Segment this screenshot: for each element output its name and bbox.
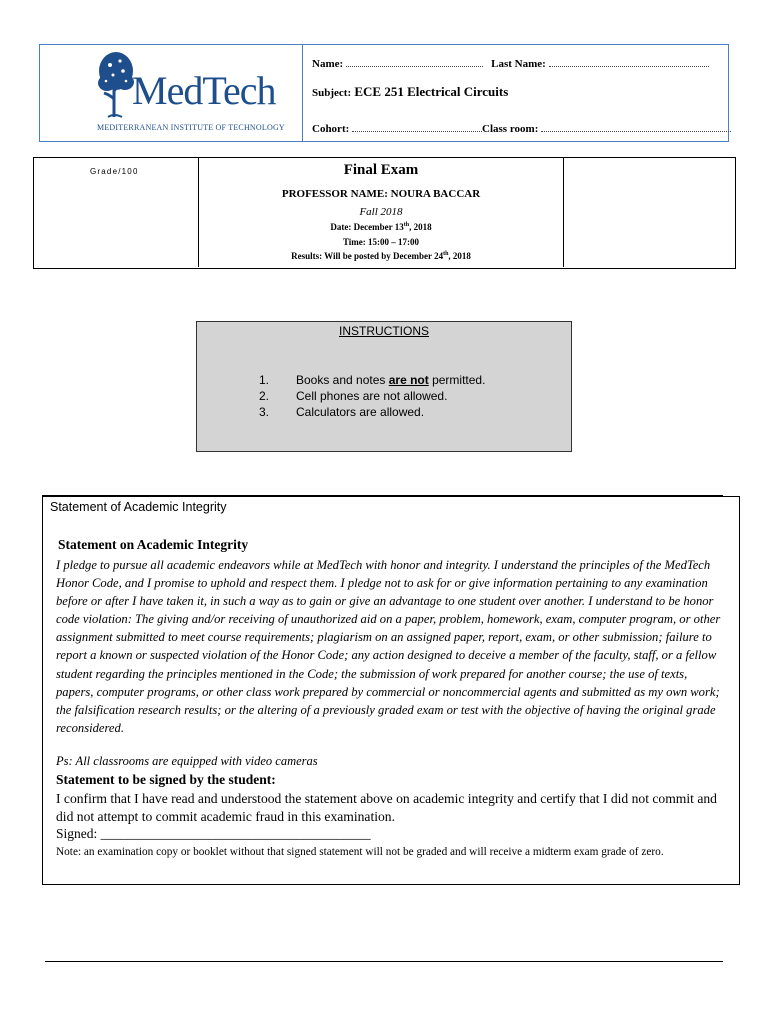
professor-name: PROFESSOR NAME: NOURA BACCAR: [281, 188, 481, 200]
results-date: [200, 251, 562, 261]
instruction-emphasis: are not: [388, 373, 429, 387]
empty-right-cell: [563, 158, 736, 267]
name-blank: [346, 57, 483, 67]
grade-cell: [34, 158, 199, 267]
exam-date-text: Date: December 13: [330, 222, 404, 232]
subject-label: Subject:: [312, 87, 352, 99]
instruction-number: 1.: [259, 373, 270, 387]
instruction-text-end: permitted.: [428, 373, 486, 387]
instructions-title: INSTRUCTIONS: [339, 324, 429, 338]
instruction-number: 2.: [259, 389, 270, 403]
name-field: [312, 57, 709, 70]
footer-divider: [45, 961, 723, 962]
subject-field: [312, 84, 508, 100]
logo-name: MedTech: [132, 68, 276, 113]
statement-box: [42, 496, 740, 885]
statement-header: Statement of Academic Integrity: [50, 500, 227, 514]
exam-date-sup: th: [403, 222, 410, 228]
classroom-label: Class room:: [482, 123, 539, 135]
tree-logo-icon: [96, 51, 136, 119]
statement-subtitle: Statement on Academic Integrity: [58, 537, 249, 552]
exam-title: Final Exam: [343, 162, 419, 178]
instruction-item: Calculators are allowed.: [296, 405, 425, 419]
instruction-item: Cell phones are not allowed.: [296, 389, 448, 403]
cohort-blank: [352, 122, 482, 132]
header-box: [39, 44, 729, 142]
instruction-number: 3.: [259, 405, 270, 419]
confirm-text: I confirm that I have read and understood the statement above on academic integrity and certify that I did not commit and did not attempt to commit academic fraud in this examination.: [56, 791, 717, 824]
results-text: Results: Will be posted by December 24: [291, 251, 444, 261]
exam-term: Fall 2018: [359, 206, 403, 218]
results-year: , 2018: [448, 251, 471, 261]
cohort-label: Cohort:: [312, 123, 350, 135]
grade-label: Grade/100: [90, 167, 139, 176]
signature-line[interactable]: Signed: ________________________________________: [56, 826, 371, 841]
logo-cell: [40, 45, 303, 141]
logo-subtitle: MEDITERRANEAN INSTITUTE OF TECHNOLOGY: [97, 123, 285, 132]
instruction-text: Books and notes: [296, 373, 389, 387]
instruction-item: [296, 373, 485, 387]
grading-note: Note: an examination copy or booklet without that signed statement will not be graded and will receive a midterm exam grade of zero.: [56, 846, 664, 858]
last-name-blank: [549, 57, 709, 67]
honor-pledge-text: I pledge to pursue all academic endeavors while at MedTech with honor and integrity. I understand the principles of the MedTech Honor Code, and I promise to uphold and respect them. I pledge not to ask for or give information pertaining to any examination before or after I have taken it, in such a way as to gain or give an advantage to one student over another. I understand to be honor code violation: The giving and/or receiving of unauthorized aid on a paper, problem, homework, exam, computer program, or other assignment submitted to meet course requirements; plagiarism on an assigned paper, report, exam, or other submission; failure to report a known or suspected violation of the Honor Code; any action designed to deceive a member of the faculty, staff, or a fellow student regarding the principles mentioned in the Code; the submission of work prepared for another course; the use of texts, papers, computer programs, or other class work prepared by commercial or noncommercial agents and submitted as my own work; the falsification research results; or the altering of a previously graded exam or test with the objective of having the original grade reconsidered.: [56, 558, 721, 735]
name-label: Name:: [312, 58, 344, 70]
signed-statement-title: Statement to be signed by the student:: [56, 772, 276, 787]
exam-time: Time: 15:00 – 17:00: [342, 237, 420, 247]
exam-date-year: , 2018: [409, 222, 432, 232]
exam-date: [200, 222, 562, 232]
instructions-box: [196, 321, 572, 452]
subject-value: ECE 251 Electrical Circuits: [354, 84, 509, 99]
cohort-field: [312, 122, 731, 135]
last-name-label: Last Name:: [491, 58, 546, 70]
ps-note: Ps: All classrooms are equipped with video cameras: [56, 754, 318, 768]
exam-info-box: [33, 157, 736, 269]
classroom-blank: [541, 122, 731, 132]
results-sup: th: [443, 251, 449, 257]
